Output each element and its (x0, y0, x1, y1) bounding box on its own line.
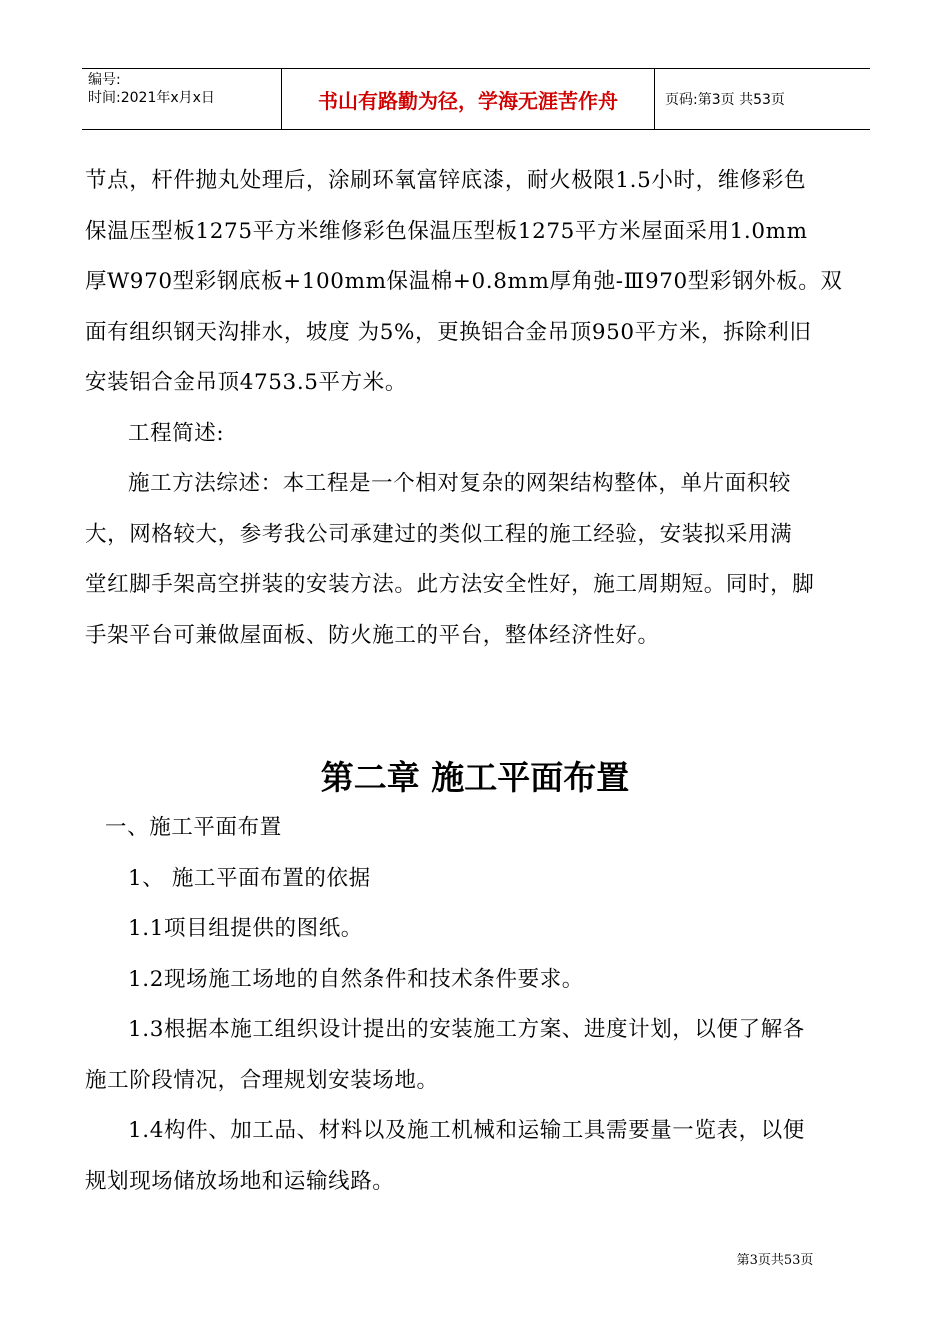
method-line: 手架平台可兼做屋面板、防火施工的平台，整体经济性好。 (85, 622, 660, 648)
number-label: 编号: (88, 72, 121, 88)
list-item-continuation: 施工阶段情况，合理规划安装场地。 (85, 1067, 439, 1093)
page-header (82, 68, 870, 130)
header-meta (82, 69, 282, 129)
footer-page-number: 第3页共53页 (736, 1253, 814, 1268)
paragraph-1 (85, 156, 892, 661)
para1-line: 节点，杆件抛丸处理后，涂刷环氧富锌底漆，耐火极限1.5小时，维修彩色 (85, 168, 807, 193)
page-footer (0, 1249, 950, 1268)
para1-line: 保温压型板1275平方米维修彩色保温压型板1275平方米屋面采用1.0mm (85, 218, 808, 244)
section-heading: 一、施工平面布置 (105, 815, 282, 840)
time-label: 时间:2021年x月x日 (88, 90, 215, 106)
method-line: 施工方法综述：本工程是一个相对复杂的网架结构整体，单片面积较 (128, 471, 792, 496)
list-item: 1.2现场施工场地的自然条件和技术条件要求。 (128, 966, 584, 992)
method-line: 堂红脚手架高空拼装的安装方法。此方法安全性好，施工周期短。同时，脚 (85, 572, 815, 597)
list-item: 1.3根据本施工组织设计提出的安装施工方案、进度计划，以便了解各 (128, 1017, 805, 1042)
sub-heading: 1、 施工平面布置的依据 (128, 865, 371, 891)
chapter-title: 第二章 施工平面布置 (320, 758, 630, 797)
header-motto: 书山有路勤为径，学海无涯苦作舟 (282, 69, 655, 129)
list-item-continuation: 规划现场储放场地和运输线路。 (85, 1168, 395, 1194)
method-line: 大，网格较大，参考我公司承建过的类似工程的施工经验，安装拟采用满 (85, 521, 793, 547)
header-page-info: 页码:第3页 共53页 (665, 92, 785, 108)
para1-line: 安装铝合金吊顶4753.5平方米。 (85, 370, 407, 395)
para1-line: 厚W970型彩钢底板+100mm保温棉+0.8mm厚角弛-Ⅲ970型彩钢外板。双 (85, 269, 843, 294)
list-item: 1.4构件、加工品、材料以及施工机械和运输工具需要量一览表，以便 (128, 1118, 805, 1143)
overview-label: 工程简述: (128, 420, 225, 446)
para1-line: 面有组织钢天沟排水，坡度 为5%，更换铝合金吊顶950平方米，拆除利旧 (85, 319, 812, 345)
list-item: 1.1项目组提供的图纸。 (128, 916, 363, 941)
section-content (85, 803, 892, 1207)
